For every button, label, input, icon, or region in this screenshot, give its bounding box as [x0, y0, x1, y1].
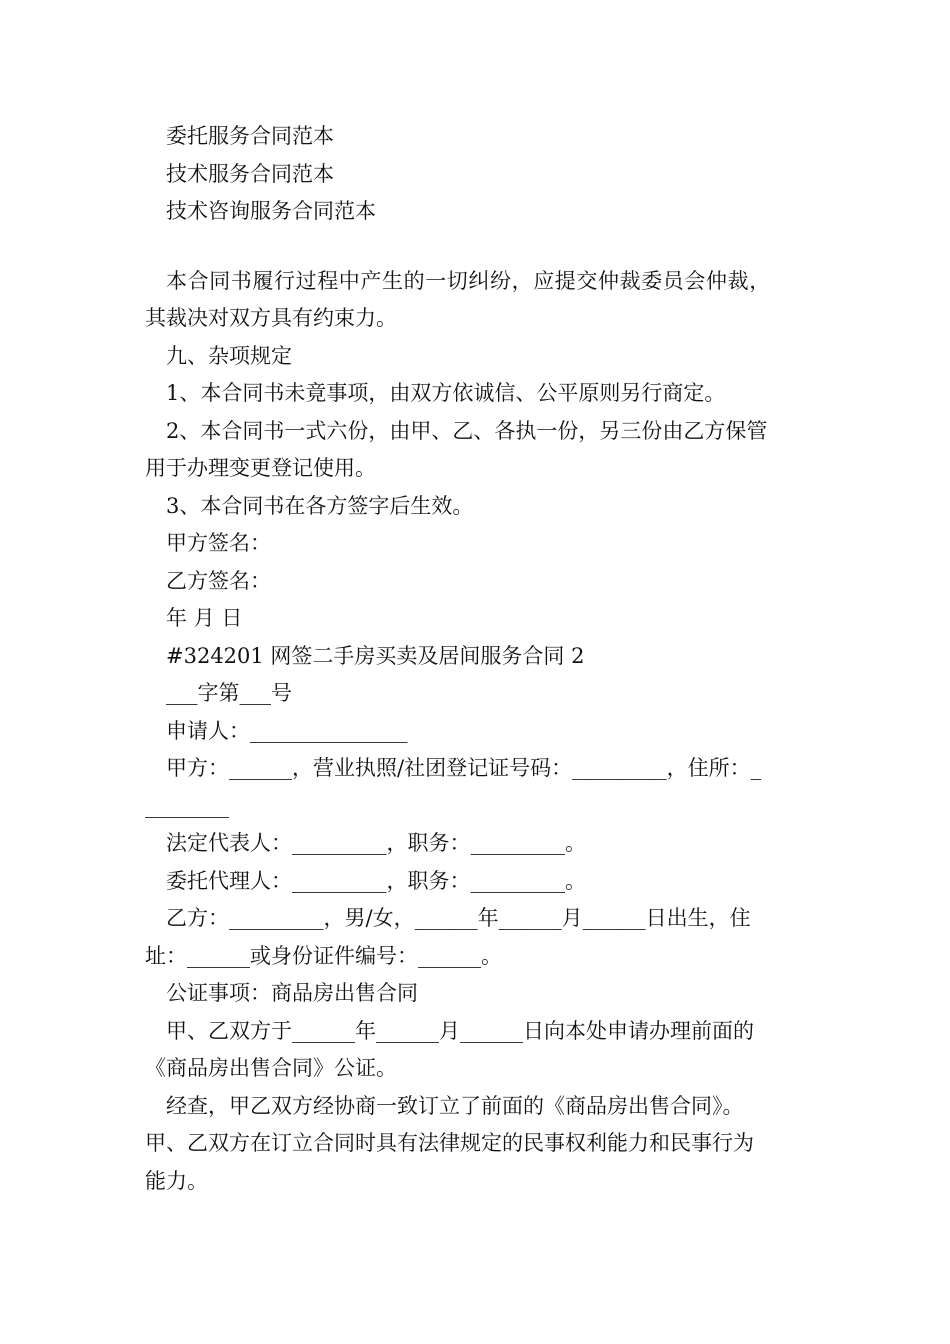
- document-page: [145, 118, 810, 1200]
- document-number: ___字第___号: [166, 681, 292, 705]
- verification-line-1: 经查，甲乙双方经协商一致订立了前面的《商品房出售合同》。: [166, 1093, 744, 1118]
- application-line-1: 甲、乙双方于______年______月______日向本处申请办理前面的: [166, 1018, 754, 1043]
- verification-line-3: 能力。: [145, 1168, 208, 1193]
- paragraph-gap: [145, 231, 810, 263]
- party-b-paragraph: [145, 900, 810, 975]
- verification-line-2: 甲、乙双方在订立合同时具有法律规定的民事权利能力和民事行为: [145, 1131, 754, 1155]
- party-b-signature: 乙方签名：: [166, 568, 271, 593]
- arbitration-paragraph: [145, 263, 810, 338]
- notary-matter-line: 公证事项：商品房出售合同: [166, 981, 418, 1005]
- party-b-line-2: 址：______或身份证件编号：______。: [145, 943, 502, 968]
- party-a-line-2: ________: [145, 793, 229, 818]
- arbitration-line-2: 其裁决对双方具有约束力。: [145, 306, 397, 330]
- application-paragraph: [145, 1013, 810, 1088]
- link-entrusted-service-contract[interactable]: 委托服务合同范本: [166, 124, 334, 148]
- party-b-line-1: 乙方：_________，男/女，______年______月______日出生，住: [166, 906, 751, 930]
- clause-1: 1、本合同书未竟事项，由双方依诚信、公平原则另行商定。: [166, 381, 726, 405]
- clause-3: 3、本合同书在各方签字后生效。: [166, 493, 474, 518]
- clause-2-paragraph: [145, 413, 810, 488]
- date-line: 年 月 日: [166, 606, 243, 630]
- verification-paragraph: [145, 1088, 810, 1201]
- applicant-line: 申请人：_______________: [166, 718, 408, 743]
- legal-representative-line: 法定代表人：_________，职务：_________。: [166, 831, 586, 855]
- party-a-signature: 甲方签名：: [166, 531, 271, 555]
- entrusted-agent-line: 委托代理人：_________，职务：_________。: [166, 868, 586, 893]
- clause-2-line-2: 用于办理变更登记使用。: [145, 456, 376, 480]
- party-a-paragraph: [145, 750, 810, 825]
- application-line-2: 《商品房出售合同》公证。: [145, 1056, 397, 1080]
- party-a-line-1: 甲方：______，营业执照/社团登记证号码：_________，住所：_: [166, 756, 762, 780]
- next-contract-title: #324201 网签二手房买卖及居间服务合同 2: [166, 643, 585, 668]
- link-technical-consulting-contract[interactable]: 技术咨询服务合同范本: [166, 199, 376, 223]
- link-technical-service-contract[interactable]: 技术服务合同范本: [166, 161, 334, 186]
- arbitration-line-1: 本合同书履行过程中产生的一切纠纷，应提交仲裁委员会仲裁，: [166, 268, 771, 293]
- section-nine-title: 九、杂项规定: [166, 343, 292, 368]
- clause-2-line-1: 2、本合同书一式六份，由甲、乙、各执一份，另三份由乙方保管: [166, 418, 768, 443]
